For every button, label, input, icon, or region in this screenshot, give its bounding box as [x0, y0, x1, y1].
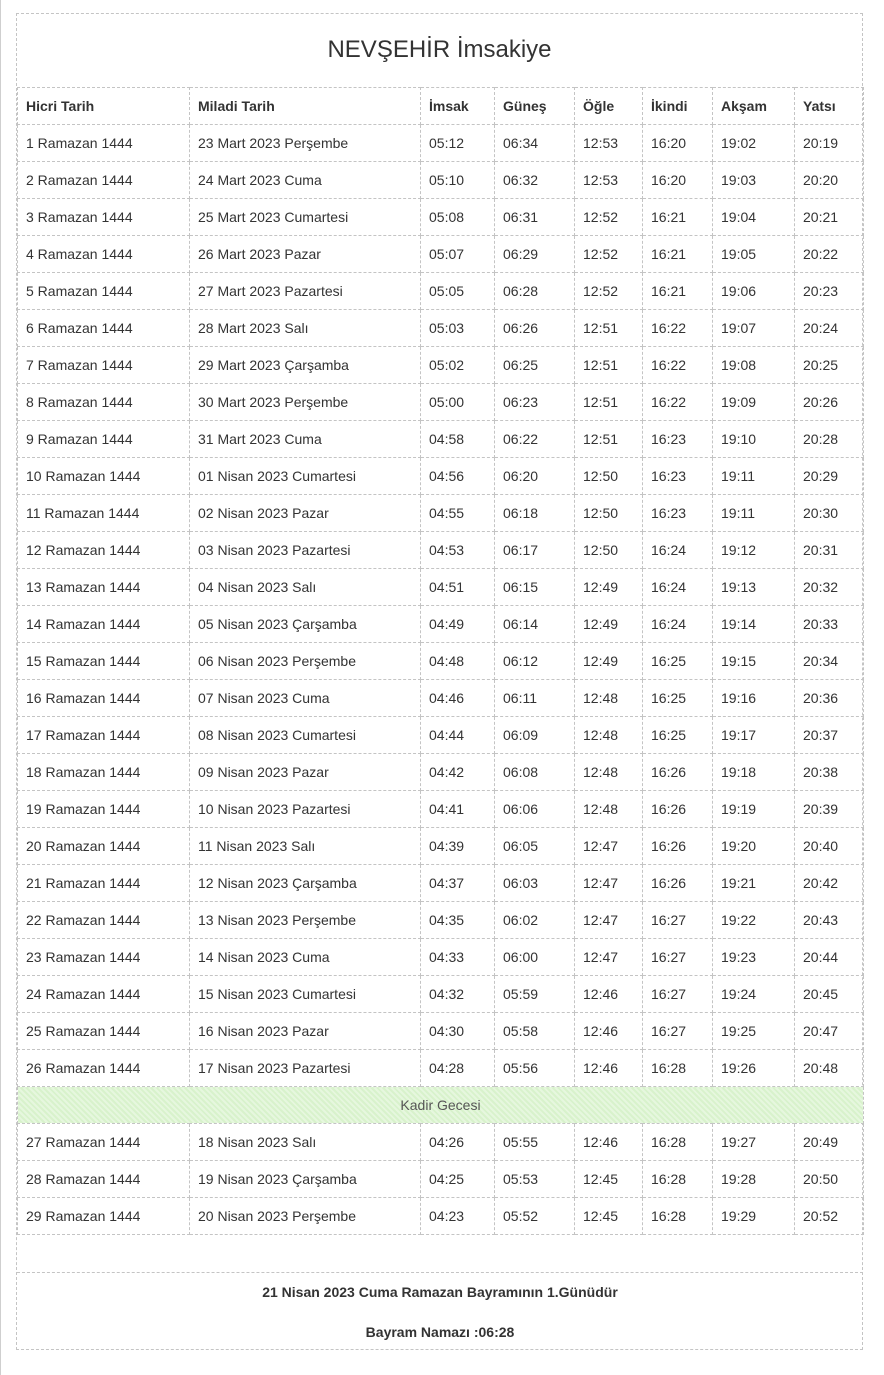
- hicri-tarih-cell: 18 Ramazan 1444: [18, 754, 190, 791]
- aksam-cell: 19:13: [713, 569, 795, 606]
- ogle-cell: 12:50: [575, 495, 643, 532]
- yatsi-cell: 20:24: [795, 310, 864, 347]
- yatsi-cell: 20:38: [795, 754, 864, 791]
- ogle-cell: 12:53: [575, 162, 643, 199]
- aksam-cell: 19:16: [713, 680, 795, 717]
- table-row: [18, 902, 864, 939]
- aksam-cell: 19:06: [713, 273, 795, 310]
- hicri-tarih-cell: 29 Ramazan 1444: [18, 1198, 190, 1235]
- miladi-tarih-cell: 04 Nisan 2023 Salı: [190, 569, 421, 606]
- page-title: NEVŞEHİR İmsakiye: [327, 36, 552, 63]
- ogle-cell: 12:46: [575, 1124, 643, 1161]
- hicri-tarih-cell: 12 Ramazan 1444: [18, 532, 190, 569]
- header-miladi-tarih: Miladi Tarih: [190, 88, 421, 125]
- hicri-tarih-cell: 5 Ramazan 1444: [18, 273, 190, 310]
- yatsi-cell: 20:49: [795, 1124, 864, 1161]
- gunes-cell: 06:18: [495, 495, 575, 532]
- table-row: [18, 1198, 864, 1235]
- gunes-cell: 06:28: [495, 273, 575, 310]
- gunes-cell: 06:29: [495, 236, 575, 273]
- hicri-tarih-cell: 9 Ramazan 1444: [18, 421, 190, 458]
- header-gunes: Güneş: [495, 88, 575, 125]
- ogle-cell: 12:50: [575, 532, 643, 569]
- hicri-tarih-cell: 28 Ramazan 1444: [18, 1161, 190, 1198]
- table-row: [18, 458, 864, 495]
- aksam-cell: 19:22: [713, 902, 795, 939]
- gunes-cell: 06:20: [495, 458, 575, 495]
- table-row: [18, 754, 864, 791]
- hicri-tarih-cell: 7 Ramazan 1444: [18, 347, 190, 384]
- ogle-cell: 12:48: [575, 717, 643, 754]
- yatsi-cell: 20:25: [795, 347, 864, 384]
- header-yatsi: Yatsı: [795, 88, 864, 125]
- footer-notes: [17, 1274, 863, 1349]
- table-row: [18, 236, 864, 273]
- hicri-tarih-cell: 15 Ramazan 1444: [18, 643, 190, 680]
- ogle-cell: 12:52: [575, 236, 643, 273]
- gunes-cell: 05:59: [495, 976, 575, 1013]
- imsak-cell: 04:46: [421, 680, 495, 717]
- yatsi-cell: 20:36: [795, 680, 864, 717]
- miladi-tarih-cell: 03 Nisan 2023 Pazartesi: [190, 532, 421, 569]
- table-header-row: [18, 88, 864, 125]
- ikindi-cell: 16:28: [643, 1161, 713, 1198]
- imsak-cell: 05:12: [421, 125, 495, 162]
- gunes-cell: 05:56: [495, 1050, 575, 1087]
- yatsi-cell: 20:34: [795, 643, 864, 680]
- table-row: [18, 680, 864, 717]
- yatsi-cell: 20:26: [795, 384, 864, 421]
- ogle-cell: 12:46: [575, 976, 643, 1013]
- hicri-tarih-cell: 10 Ramazan 1444: [18, 458, 190, 495]
- ogle-cell: 12:49: [575, 569, 643, 606]
- miladi-tarih-cell: 05 Nisan 2023 Çarşamba: [190, 606, 421, 643]
- table-row: [18, 939, 864, 976]
- table-row: [18, 1161, 864, 1198]
- gunes-cell: 06:25: [495, 347, 575, 384]
- aksam-cell: 19:14: [713, 606, 795, 643]
- miladi-tarih-cell: 14 Nisan 2023 Cuma: [190, 939, 421, 976]
- imsak-cell: 04:37: [421, 865, 495, 902]
- imsak-cell: 04:51: [421, 569, 495, 606]
- ikindi-cell: 16:23: [643, 495, 713, 532]
- hicri-tarih-cell: 1 Ramazan 1444: [18, 125, 190, 162]
- aksam-cell: 19:29: [713, 1198, 795, 1235]
- yatsi-cell: 20:21: [795, 199, 864, 236]
- imsak-cell: 04:26: [421, 1124, 495, 1161]
- yatsi-cell: 20:37: [795, 717, 864, 754]
- gunes-cell: 06:08: [495, 754, 575, 791]
- table-row: [18, 1050, 864, 1087]
- miladi-tarih-cell: 17 Nisan 2023 Pazartesi: [190, 1050, 421, 1087]
- hicri-tarih-cell: 2 Ramazan 1444: [18, 162, 190, 199]
- miladi-tarih-cell: 01 Nisan 2023 Cumartesi: [190, 458, 421, 495]
- imsak-cell: 04:33: [421, 939, 495, 976]
- aksam-cell: 19:19: [713, 791, 795, 828]
- aksam-cell: 19:26: [713, 1050, 795, 1087]
- table-row: [18, 310, 864, 347]
- bayram-note: 21 Nisan 2023 Cuma Ramazan Bayramının 1.Günüdür: [262, 1284, 618, 1300]
- miladi-tarih-cell: 02 Nisan 2023 Pazar: [190, 495, 421, 532]
- hicri-tarih-cell: 21 Ramazan 1444: [18, 865, 190, 902]
- ikindi-cell: 16:23: [643, 458, 713, 495]
- imsakiye-table: [17, 87, 864, 1235]
- miladi-tarih-cell: 15 Nisan 2023 Cumartesi: [190, 976, 421, 1013]
- hicri-tarih-cell: 26 Ramazan 1444: [18, 1050, 190, 1087]
- yatsi-cell: 20:40: [795, 828, 864, 865]
- ogle-cell: 12:48: [575, 680, 643, 717]
- aksam-cell: 19:11: [713, 495, 795, 532]
- aksam-cell: 19:09: [713, 384, 795, 421]
- ikindi-cell: 16:26: [643, 754, 713, 791]
- aksam-cell: 19:24: [713, 976, 795, 1013]
- ogle-cell: 12:48: [575, 791, 643, 828]
- aksam-cell: 19:04: [713, 199, 795, 236]
- aksam-cell: 19:15: [713, 643, 795, 680]
- aksam-cell: 19:21: [713, 865, 795, 902]
- ikindi-cell: 16:20: [643, 125, 713, 162]
- ogle-cell: 12:49: [575, 643, 643, 680]
- hicri-tarih-cell: 11 Ramazan 1444: [18, 495, 190, 532]
- ogle-cell: 12:49: [575, 606, 643, 643]
- kadir-gecesi-row: [18, 1087, 864, 1124]
- yatsi-cell: 20:22: [795, 236, 864, 273]
- ogle-cell: 12:52: [575, 199, 643, 236]
- yatsi-cell: 20:47: [795, 1013, 864, 1050]
- aksam-cell: 19:28: [713, 1161, 795, 1198]
- yatsi-cell: 20:39: [795, 791, 864, 828]
- imsak-cell: 04:28: [421, 1050, 495, 1087]
- hicri-tarih-cell: 8 Ramazan 1444: [18, 384, 190, 421]
- imsak-cell: 04:49: [421, 606, 495, 643]
- kadir-gecesi-label: Kadir Gecesi: [18, 1087, 864, 1124]
- hicri-tarih-cell: 16 Ramazan 1444: [18, 680, 190, 717]
- empty-row: [17, 1236, 863, 1273]
- yatsi-cell: 20:48: [795, 1050, 864, 1087]
- aksam-cell: 19:08: [713, 347, 795, 384]
- yatsi-cell: 20:32: [795, 569, 864, 606]
- miladi-tarih-cell: 31 Mart 2023 Cuma: [190, 421, 421, 458]
- hicri-tarih-cell: 13 Ramazan 1444: [18, 569, 190, 606]
- ikindi-cell: 16:27: [643, 976, 713, 1013]
- ikindi-cell: 16:21: [643, 236, 713, 273]
- imsak-cell: 04:23: [421, 1198, 495, 1235]
- table-row: [18, 717, 864, 754]
- ogle-cell: 12:47: [575, 902, 643, 939]
- miladi-tarih-cell: 20 Nisan 2023 Perşembe: [190, 1198, 421, 1235]
- yatsi-cell: 20:33: [795, 606, 864, 643]
- gunes-cell: 06:00: [495, 939, 575, 976]
- yatsi-cell: 20:29: [795, 458, 864, 495]
- hicri-tarih-cell: 3 Ramazan 1444: [18, 199, 190, 236]
- yatsi-cell: 20:20: [795, 162, 864, 199]
- table-row: [18, 1124, 864, 1161]
- imsak-cell: 05:00: [421, 384, 495, 421]
- gunes-cell: 06:02: [495, 902, 575, 939]
- miladi-tarih-cell: 12 Nisan 2023 Çarşamba: [190, 865, 421, 902]
- imsak-cell: 04:39: [421, 828, 495, 865]
- ikindi-cell: 16:24: [643, 606, 713, 643]
- ikindi-cell: 16:22: [643, 384, 713, 421]
- ogle-cell: 12:46: [575, 1013, 643, 1050]
- miladi-tarih-cell: 07 Nisan 2023 Cuma: [190, 680, 421, 717]
- gunes-cell: 06:34: [495, 125, 575, 162]
- table-row: [18, 828, 864, 865]
- ogle-cell: 12:51: [575, 384, 643, 421]
- miladi-tarih-cell: 08 Nisan 2023 Cumartesi: [190, 717, 421, 754]
- table-row: [18, 273, 864, 310]
- gunes-cell: 06:15: [495, 569, 575, 606]
- gunes-cell: 06:05: [495, 828, 575, 865]
- yatsi-cell: 20:19: [795, 125, 864, 162]
- ikindi-cell: 16:20: [643, 162, 713, 199]
- table-row: [18, 162, 864, 199]
- imsak-cell: 05:03: [421, 310, 495, 347]
- imsak-cell: 05:07: [421, 236, 495, 273]
- ogle-cell: 12:45: [575, 1161, 643, 1198]
- table-row: [18, 1013, 864, 1050]
- imsak-cell: 04:48: [421, 643, 495, 680]
- gunes-cell: 06:03: [495, 865, 575, 902]
- table-row: [18, 421, 864, 458]
- ogle-cell: 12:45: [575, 1198, 643, 1235]
- miladi-tarih-cell: 28 Mart 2023 Salı: [190, 310, 421, 347]
- ogle-cell: 12:51: [575, 310, 643, 347]
- miladi-tarih-cell: 11 Nisan 2023 Salı: [190, 828, 421, 865]
- ikindi-cell: 16:25: [643, 680, 713, 717]
- yatsi-cell: 20:42: [795, 865, 864, 902]
- aksam-cell: 19:03: [713, 162, 795, 199]
- gunes-cell: 06:31: [495, 199, 575, 236]
- miladi-tarih-cell: 27 Mart 2023 Pazartesi: [190, 273, 421, 310]
- aksam-cell: 19:17: [713, 717, 795, 754]
- table-row: [18, 347, 864, 384]
- table-row: [18, 199, 864, 236]
- gunes-cell: 06:06: [495, 791, 575, 828]
- gunes-cell: 06:17: [495, 532, 575, 569]
- aksam-cell: 19:07: [713, 310, 795, 347]
- ikindi-cell: 16:25: [643, 717, 713, 754]
- ikindi-cell: 16:23: [643, 421, 713, 458]
- imsak-cell: 04:53: [421, 532, 495, 569]
- aksam-cell: 19:20: [713, 828, 795, 865]
- imsak-cell: 04:58: [421, 421, 495, 458]
- ogle-cell: 12:50: [575, 458, 643, 495]
- aksam-cell: 19:27: [713, 1124, 795, 1161]
- aksam-cell: 19:11: [713, 458, 795, 495]
- bayram-namazi-note: Bayram Namazı :06:28: [365, 1324, 515, 1340]
- header-ogle: Öğle: [575, 88, 643, 125]
- imsak-cell: 04:41: [421, 791, 495, 828]
- table-row: [18, 643, 864, 680]
- yatsi-cell: 20:52: [795, 1198, 864, 1235]
- aksam-cell: 19:18: [713, 754, 795, 791]
- header-aksam: Akşam: [713, 88, 795, 125]
- hicri-tarih-cell: 6 Ramazan 1444: [18, 310, 190, 347]
- imsak-cell: 04:35: [421, 902, 495, 939]
- yatsi-cell: 20:30: [795, 495, 864, 532]
- hicri-tarih-cell: 17 Ramazan 1444: [18, 717, 190, 754]
- imsak-cell: 04:44: [421, 717, 495, 754]
- miladi-tarih-cell: 09 Nisan 2023 Pazar: [190, 754, 421, 791]
- table-row: [18, 532, 864, 569]
- ikindi-cell: 16:27: [643, 939, 713, 976]
- ogle-cell: 12:48: [575, 754, 643, 791]
- miladi-tarih-cell: 25 Mart 2023 Cumartesi: [190, 199, 421, 236]
- yatsi-cell: 20:43: [795, 902, 864, 939]
- miladi-tarih-cell: 13 Nisan 2023 Perşembe: [190, 902, 421, 939]
- gunes-cell: 06:09: [495, 717, 575, 754]
- gunes-cell: 06:11: [495, 680, 575, 717]
- gunes-cell: 06:12: [495, 643, 575, 680]
- ikindi-cell: 16:28: [643, 1124, 713, 1161]
- ikindi-cell: 16:21: [643, 199, 713, 236]
- hicri-tarih-cell: 25 Ramazan 1444: [18, 1013, 190, 1050]
- hicri-tarih-cell: 19 Ramazan 1444: [18, 791, 190, 828]
- page-left-border: [0, 0, 1, 1375]
- table-row: [18, 125, 864, 162]
- hicri-tarih-cell: 27 Ramazan 1444: [18, 1124, 190, 1161]
- imsak-cell: 04:55: [421, 495, 495, 532]
- imsak-cell: 04:42: [421, 754, 495, 791]
- ikindi-cell: 16:26: [643, 828, 713, 865]
- imsak-cell: 04:30: [421, 1013, 495, 1050]
- table-row: [18, 976, 864, 1013]
- imsak-cell: 04:25: [421, 1161, 495, 1198]
- miladi-tarih-cell: 19 Nisan 2023 Çarşamba: [190, 1161, 421, 1198]
- gunes-cell: 05:55: [495, 1124, 575, 1161]
- imsak-cell: 04:56: [421, 458, 495, 495]
- imsak-cell: 05:02: [421, 347, 495, 384]
- table-row: [18, 791, 864, 828]
- ogle-cell: 12:47: [575, 828, 643, 865]
- hicri-tarih-cell: 24 Ramazan 1444: [18, 976, 190, 1013]
- ogle-cell: 12:51: [575, 421, 643, 458]
- header-ikindi: İkindi: [643, 88, 713, 125]
- table-row: [18, 606, 864, 643]
- hicri-tarih-cell: 4 Ramazan 1444: [18, 236, 190, 273]
- yatsi-cell: 20:28: [795, 421, 864, 458]
- yatsi-cell: 20:50: [795, 1161, 864, 1198]
- miladi-tarih-cell: 16 Nisan 2023 Pazar: [190, 1013, 421, 1050]
- hicri-tarih-cell: 23 Ramazan 1444: [18, 939, 190, 976]
- miladi-tarih-cell: 10 Nisan 2023 Pazartesi: [190, 791, 421, 828]
- table-row: [18, 384, 864, 421]
- miladi-tarih-cell: 18 Nisan 2023 Salı: [190, 1124, 421, 1161]
- imsak-cell: 05:05: [421, 273, 495, 310]
- yatsi-cell: 20:44: [795, 939, 864, 976]
- ikindi-cell: 16:21: [643, 273, 713, 310]
- ikindi-cell: 16:28: [643, 1050, 713, 1087]
- miladi-tarih-cell: 24 Mart 2023 Cuma: [190, 162, 421, 199]
- ogle-cell: 12:47: [575, 939, 643, 976]
- ikindi-cell: 16:22: [643, 347, 713, 384]
- gunes-cell: 06:26: [495, 310, 575, 347]
- ikindi-cell: 16:22: [643, 310, 713, 347]
- aksam-cell: 19:23: [713, 939, 795, 976]
- hicri-tarih-cell: 22 Ramazan 1444: [18, 902, 190, 939]
- imsak-cell: 04:32: [421, 976, 495, 1013]
- aksam-cell: 19:12: [713, 532, 795, 569]
- ikindi-cell: 16:28: [643, 1198, 713, 1235]
- ikindi-cell: 16:27: [643, 1013, 713, 1050]
- ikindi-cell: 16:25: [643, 643, 713, 680]
- hicri-tarih-cell: 14 Ramazan 1444: [18, 606, 190, 643]
- ogle-cell: 12:51: [575, 347, 643, 384]
- aksam-cell: 19:10: [713, 421, 795, 458]
- ogle-cell: 12:52: [575, 273, 643, 310]
- header-imsak: İmsak: [421, 88, 495, 125]
- miladi-tarih-cell: 30 Mart 2023 Perşembe: [190, 384, 421, 421]
- miladi-tarih-cell: 06 Nisan 2023 Perşembe: [190, 643, 421, 680]
- ogle-cell: 12:53: [575, 125, 643, 162]
- gunes-cell: 05:58: [495, 1013, 575, 1050]
- aksam-cell: 19:02: [713, 125, 795, 162]
- yatsi-cell: 20:45: [795, 976, 864, 1013]
- imsak-cell: 05:10: [421, 162, 495, 199]
- title-box: [17, 14, 862, 86]
- gunes-cell: 06:14: [495, 606, 575, 643]
- ikindi-cell: 16:26: [643, 791, 713, 828]
- gunes-cell: 05:53: [495, 1161, 575, 1198]
- header-hicri-tarih: Hicri Tarih: [18, 88, 190, 125]
- aksam-cell: 19:25: [713, 1013, 795, 1050]
- miladi-tarih-cell: 26 Mart 2023 Pazar: [190, 236, 421, 273]
- ogle-cell: 12:47: [575, 865, 643, 902]
- gunes-cell: 05:52: [495, 1198, 575, 1235]
- gunes-cell: 06:23: [495, 384, 575, 421]
- gunes-cell: 06:32: [495, 162, 575, 199]
- miladi-tarih-cell: 29 Mart 2023 Çarşamba: [190, 347, 421, 384]
- gunes-cell: 06:22: [495, 421, 575, 458]
- table-row: [18, 569, 864, 606]
- ikindi-cell: 16:24: [643, 532, 713, 569]
- hicri-tarih-cell: 20 Ramazan 1444: [18, 828, 190, 865]
- table-body: [18, 125, 864, 1235]
- imsak-cell: 05:08: [421, 199, 495, 236]
- table-row: [18, 495, 864, 532]
- table-row: [18, 865, 864, 902]
- yatsi-cell: 20:31: [795, 532, 864, 569]
- yatsi-cell: 20:23: [795, 273, 864, 310]
- miladi-tarih-cell: 23 Mart 2023 Perşembe: [190, 125, 421, 162]
- ikindi-cell: 16:27: [643, 902, 713, 939]
- aksam-cell: 19:05: [713, 236, 795, 273]
- ogle-cell: 12:46: [575, 1050, 643, 1087]
- ikindi-cell: 16:26: [643, 865, 713, 902]
- ikindi-cell: 16:24: [643, 569, 713, 606]
